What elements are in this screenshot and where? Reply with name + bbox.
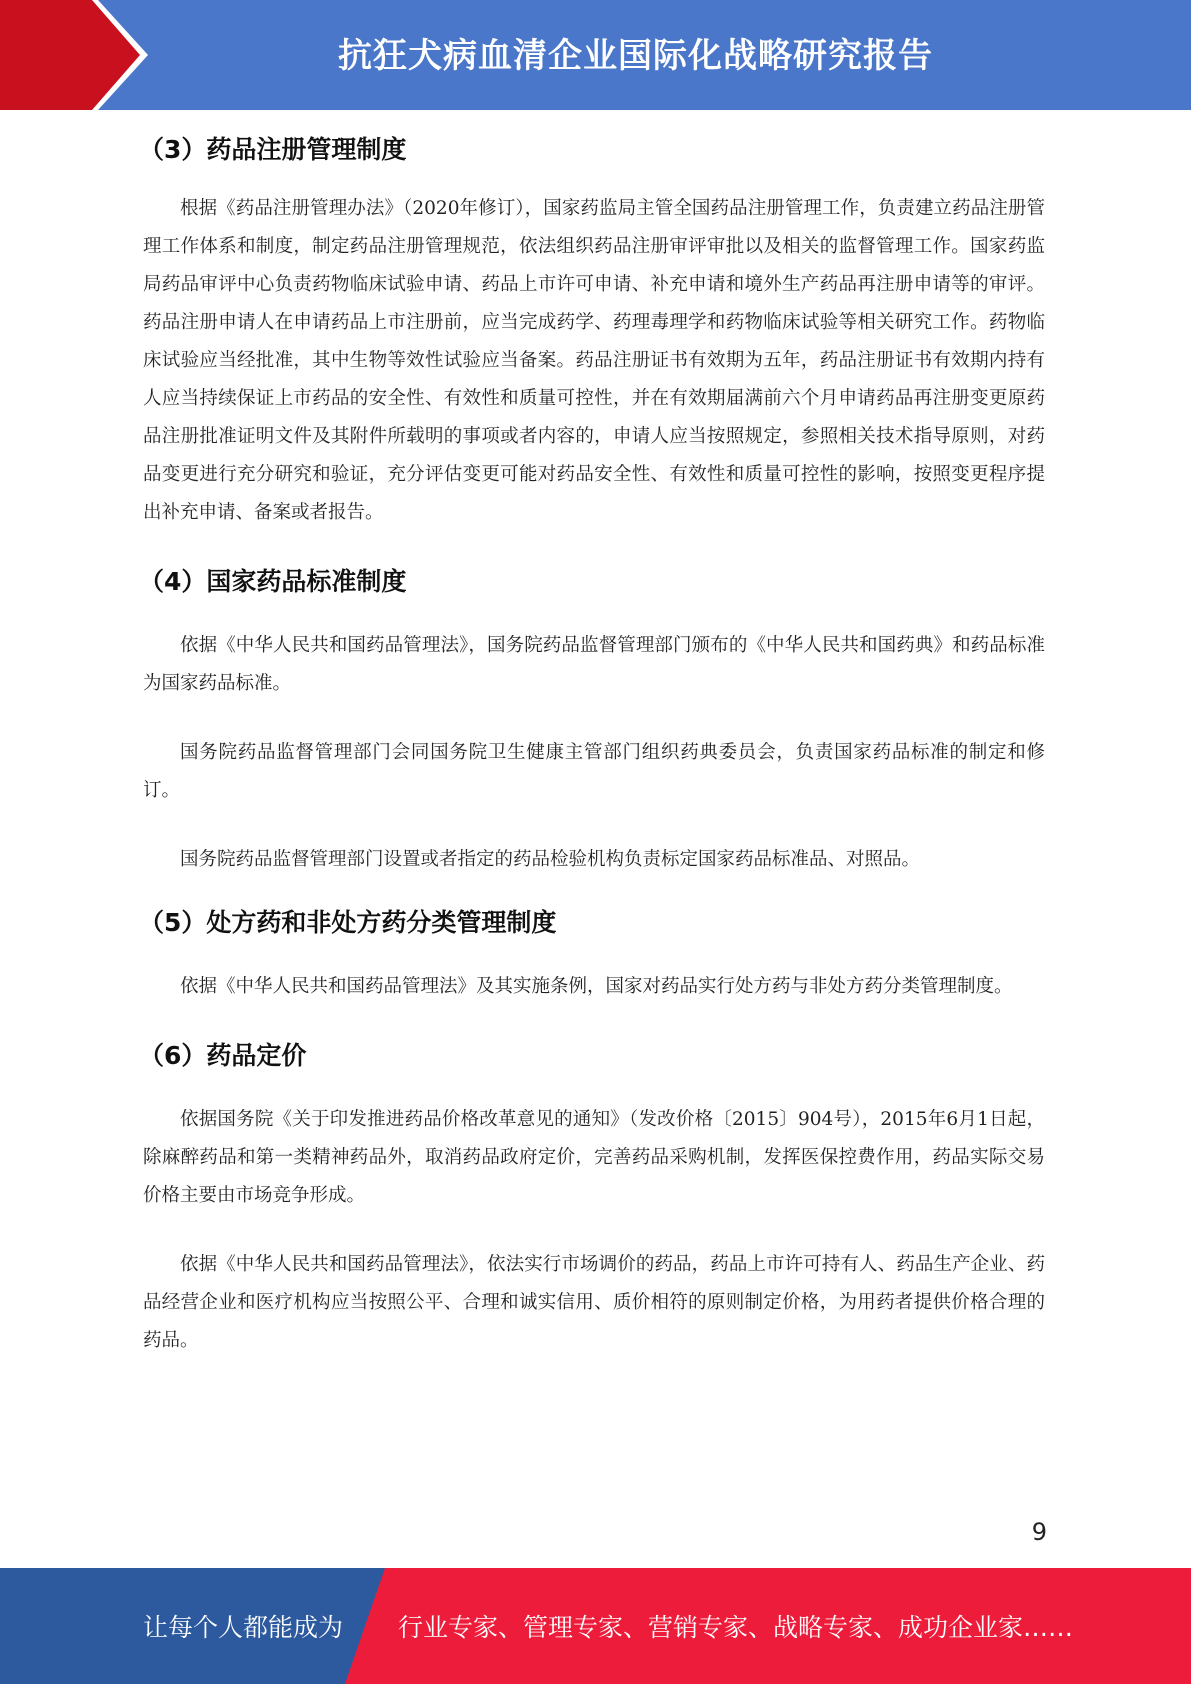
section-heading: （4）国家药品标准制度 [139, 567, 407, 596]
paragraph: 根据《药品注册管理办法》（2020年修订），国家药监局主管全国药品注册管理工作，负责建立药品注册管理工作体系和制度，制定药品注册管理规范，依法组织药品注册审评审批以及相关的监督管理工作。国家药监局药品审评中心负责药物临床试验申请、药品上市许可申请、补充申请和境外生产药品再注册申请等的审评。药品注册申请人在申请药品上市注册前，应当完成药学、药理毒理学和药物临床试验等相关研究工作。药物临床试验应当经批准，其中生物等效性试验应当备案。药品注册证书有效期为五年，药品注册证书有效期内持有人应当持续保证上市药品的安全性、有效性和质量可控性，并在有效期届满前六个月申请药品再注册变更原药品注册批准证明文件及其附件所载明的事项或者内容的，申请人应当按照规定，参照相关技术指导原则，对药品变更进行充分研究和验证，充分评估变更可能对药品安全性、有效性和质量可控性的影响，按照变更程序提出补充申请、备案或者报告。 [143, 198, 1045, 523]
section-heading: （6）药品定价 [139, 1041, 307, 1070]
paragraph: 依据国务院《关于印发推进药品价格改革意见的通知》（发改价格〔2015〕904号），2015年6月1日起，除麻醉药品和第一类精神药品外，取消药品政府定价，完善药品采购机制，发挥医保控费作用，药品实际交易价格主要由市场竞争形成。 [143, 1109, 1045, 1206]
footer-slogan-right: 行业专家、管理专家、营销专家、战略专家、成功企业家…… [398, 1613, 1074, 1642]
section-drug-registration [139, 130, 1045, 532]
paragraph: 依据《中华人民共和国药品管理法》及其实施条例，国家对药品实行处方药与非处方药分类管理制度。 [180, 976, 1013, 997]
section-heading: （5）处方药和非处方药分类管理制度 [139, 908, 557, 937]
paragraph: 依据《中华人民共和国药品管理法》，国务院药品监督管理部门颁布的《中华人民共和国药典》和药品标准为国家药品标准。 [143, 635, 1045, 694]
section-heading: （3）药品注册管理制度 [139, 135, 407, 164]
page-number: 9 [1031, 1518, 1047, 1546]
paragraph: 依据《中华人民共和国药品管理法》，依法实行市场调价的药品，药品上市许可持有人、药品生产企业、药品经营企业和医疗机构应当按照公平、合理和诚实信用、质价相符的原则制定价格，为用药者提供价格合理的药品。 [143, 1254, 1045, 1351]
section-drug-pricing [139, 1036, 1045, 1360]
footer-slogan-left: 让每个人都能成为 [143, 1613, 344, 1642]
page-header [0, 0, 1191, 110]
page-footer [0, 1568, 1191, 1684]
main-content [139, 130, 1045, 1360]
section-national-drug-standards [139, 562, 1045, 879]
paragraph: 国务院药品监督管理部门设置或者指定的药品检验机构负责标定国家药品标准品、对照品。 [180, 849, 921, 870]
section-prescription-classification [139, 903, 1045, 1006]
report-title: 抗狂犬病血清企业国际化战略研究报告 [338, 35, 933, 76]
paragraph: 国务院药品监督管理部门会同国务院卫生健康主管部门组织药典委员会，负责国家药品标准的制定和修订。 [143, 742, 1045, 801]
